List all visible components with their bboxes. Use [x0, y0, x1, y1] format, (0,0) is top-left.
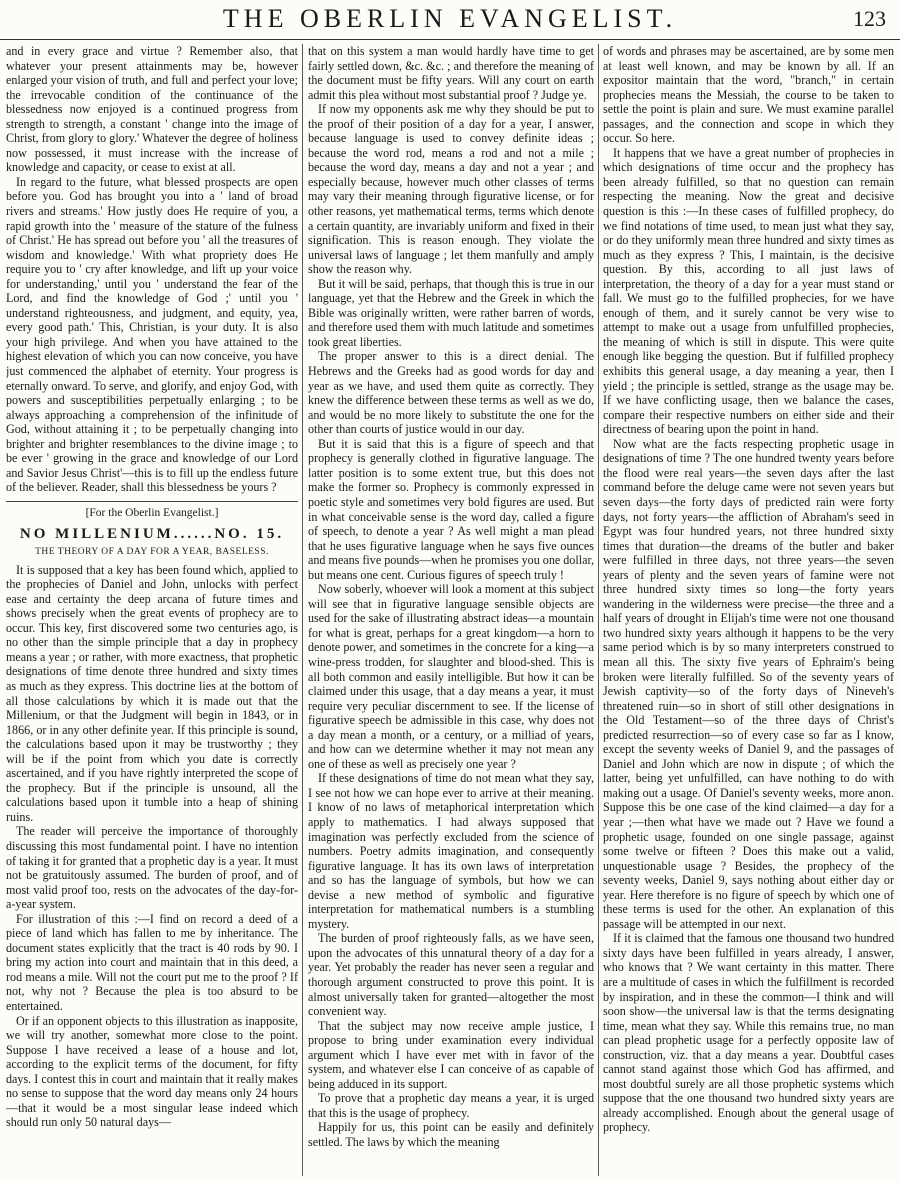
paragraph: and in every grace and virtue ? Remember also, that whatever your present attainments may be, however enlarged your vision of truth, and full and perfect your love; the irrevocable condition of the continuance of the blessedness now enjoyed is a continued progress from strength to strength, a constant ' change into the image of Christ, from glory to glory.' Whatever the degree of holiness now possessed, it must increase with the increase of knowledge and capacity, or cease to exist at all.	[6, 44, 298, 175]
article-subheading: THE THEORY OF A DAY FOR A YEAR, BASELESS.	[35, 547, 269, 558]
paragraph: But it is said that this is a figure of speech and that prophecy is generally clothed in figurative language. The latter position is to some extent true, but this does not make the former so. Prophecy is commonly expressed in poetic style and sometimes very bold figures are used. But in what conceivable sense is the word day, called a figure of speech, to denote a year ? As well might a man plead that he uses figurative language when he says five ounces and means five pounds—when he promises you one dollar, but means one cent. Curious figures of speech truly !	[308, 436, 594, 582]
paragraph: The proper answer to this is a direct denial. The Hebrews and the Greeks had as good words for day and year as we have, and used them quite as correctly. They knew the difference between these terms as well as we do, and would be no more likely to substitute the one for the other than courts of justice would in our day.	[308, 349, 594, 437]
paragraph: of words and phrases may be ascertained, are by some men at least well known, and may be known by all. If an expositor maintain that the word, "branch," in certain prophecies means the Messiah, the course to be taken to settle the point is plain and sure. We must examine parallel passages, and the connection and scope in which they occur. So here.	[603, 44, 894, 146]
paragraph: It is supposed that a key has been found which, applied to the prophecies of Daniel and John, unlocks with perfect ease and certainty the deep arcana of future times and shows precisely when the great events of prophecy are to occur. This key, first discovered some two centuries ago, is no other than the simple principle that a day in prophecy means a year ; or rather, with more exactness, that prophetic designations of time denote three hundred and sixty times as much as they express. This doctrine lies at the bottom of all those calculations by which it is made out that the Millenium, or that the Judgment will begin in 1843, or in 1866, or in any other definite year. If this principle is sound, the calculations based upon it may be trustworthy ; they will be if the point from which you date is correctly ascertained, and if you have rightly interpreted the scope of the prophecy. But if the principle is unsound, all the calculations based upon it tumble into a heap of shining ruins.	[6, 562, 298, 824]
column-2	[308, 44, 594, 1176]
paragraph: That the subject may now receive ample justice, I propose to bring under examination every individual argument which I have ever met with in favor of the system, and whatever else I can conceive of as capable of being adduced in its support.	[308, 1018, 594, 1091]
column-divider	[598, 44, 599, 1176]
paragraph: The burden of proof righteously falls, as we have seen, upon the advocates of this unnatural theory of a day for a year. Yet probably the reader has never seen a regular and thorough argument constructed to prove this point. It is almost universally taken for granted—altogether the most convenient way.	[308, 931, 594, 1019]
paragraph: In regard to the future, what blessed prospects are open before you. God has brought you into a ' land of broad rivers and streams.' How justly does He require of you, a rapid growth into the ' measure of the stature of the fulness of Christ.' He has spread out before you ' all the treasures of wisdom and knowledge.' With what propriety does He require you to ' cry after knowledge, and lift up your voice for understanding,' until you ' understand the fear of the Lord, and find the knowledge of God ;' until you ' understand righteousness, and judgment, and equity, yea, every good path.' This, Christian, is your duty. It is also your high privilege. And when you have attained to the highest elevation of which you can now conceive, you have just commenced the alphabet of eternity. Your progress is eternally onward. To serve, and glorify, and enjoy God, with powers and susceptibilities perpetually enlarging ; to be always approaching a comprehension of the infinitude of God, without attaining it ; to be perpetually changing into brighter and brighter resemblances to the divine image ; to be ever ' growing in the grace and knowledge of our Lord and Savior Jesus Christ'—this is to fill up the endless future of the believer. Reader, shall this blessedness be yours ?	[6, 174, 298, 495]
paragraph: To prove that a prophetic day means a year, it is urged that this is the usage of prophecy.	[308, 1091, 594, 1120]
paragraph: If it is claimed that the famous one thousand two hundred sixty days have been fulfilled in years already, I answer, who knows that ? We want certainty in this matter. There are a multitude of cases in which the fulfillment is recorded by inspiration, and in these the common—I think and will soon show—the universal law is that the terms designating time, mean what they say. While this remains true, no man can plead prophetic usage for a perfectly opposite law of construction, viz. that a day means a year. Doubtful cases cannot stand against those which God has affirmed, and most doubtful surely are all those prophetic systems which suppose that the one thousand two hundred sixty years are already accomplished. Enough about the general usage of prophecy.	[603, 931, 894, 1135]
paragraph: Now soberly, whoever will look a moment at this subject will see that in figurative language sensible objects are used for the sake of illustrating abstract ideas—a mountain for what is great, perhaps for a great kingdom—a horn to denote power, and sometimes in the concrete for a king—a wine-press trodden, for slaughter and blood-shed. This is all both common and easily intelligible. But how it can be claimed under this usage, that a day means a year, it must require very peculiar discernment to see. If the license of figurative speech be admissible in this case, why does not a day mean a month, or a century, or a milliad of years, and how can we determine whether it may not mean any one of these as well as precisely one year ?	[308, 582, 594, 771]
paragraph: Happily for us, this point can be easily and definitely settled. The laws by which the meaning	[308, 1120, 594, 1150]
article-headline: NO MILLENIUM......NO. 15.	[19, 525, 285, 542]
paragraph: Now what are the facts respecting prophetic usage in designations of time ? The one hundred twenty years before the flood were real years—the seven days after the last command before the deluge came were not seven years but seven days—the forty days of predicted rain were forty days, not forty years—the affliction of Abraham's seed in Egypt was four hundred years, not three hundred sixty times that duration—the dreams of the butler and baker were fulfilled in three days, not three years—the seven years of plenty and the seven years of famine were not three hundred sixty times so long—the forty years wandering in the wilderness were precise—the three and a half years of drought in Elijah's time were not one thousand two hundred sixty years although it happens to be the very same period which is by so many interpreters construed to mean all this. The sixty five years of Ephraim's being broken were literally fulfilled. So of the seventy years of Jewish captivity—so of the forty days of Nineveh's threatened ruin—so in short of still other designations in the Old Testament—so of the three days of Christ's predicted resurrection—so of every case so far as I know, except the seventy weeks of Daniel 9, and the passages of Daniel and John which are now in dispute ; of which the latter, being yet unfulfilled, can have nothing to do with making out a usage. Of Daniel's seventy weeks, more anon. Suppose this be one case of the kind claimed—a day for a year ;—then what have we made out ? Have we found a prophetic usage, founded on one single passage, against some twelve or fifteen ? Does this make out a valid, unquestionable usage ? Besides, the prophecy of the seventy weeks, Daniel 9, says nothing about either day or year. Here therefore is no figure of speech by which one of these terms is used for the other. An explanation of this passage will be attempted in our next.	[603, 436, 894, 931]
article-separator	[6, 501, 298, 502]
column-1	[6, 44, 298, 1176]
paragraph: For illustration of this :—I find on record a deed of a piece of land which has fallen to me by inheritance. The document states explicitly that the tract is 40 rods by 90. I bring my action into court and maintain that in this deed, a rod means a mile. Will not the court put me to the proof ? If not, why not ? Because the plea is too absurd to be entertained.	[6, 911, 298, 1013]
paragraph: If these designations of time do not mean what they say, I see not how we can hope ever to arrive at their meaning. I know of no laws of metaphorical interpretation which apply to mathematics. I had always supposed that imagination was perfectly excluded from the science of numbers. Poetry admits imagination, and consequently figurative language. It has its own laws of interpretation and so has the language of symbols, but how we can devise a new method of symbolic and figurative interpretation for mathematical numbers is a stumbling mystery.	[308, 771, 594, 931]
masthead	[0, 0, 900, 40]
paragraph: Or if an opponent objects to this illustration as inapposite, we will try another, somewhat more close to the point. Suppose I have received a lease of a house and lot, according to the explicit terms of the document, for fifty days. I contest this in court and maintain that it really makes no sense to suppose that the word day means only 24 hours—that it would be a most singular lease indeed which should run only 50 natural days—	[6, 1013, 298, 1130]
article-source: [For the Oberlin Evangelist.]	[85, 506, 219, 519]
paragraph: If now my opponents ask me why they should be put to the proof of their position of a day for a year, I answer, because language is used to convey definite ideas ; because the word rod, means a rod and not a mile ; because the word day, means a day and not a year ; and especially because, however much other classes of terms may vary their meaning through figurative license, or for other reasons, yet mathematical terms, terms which denote a certain quantity, are invariably uniform and fixed in their signification. This is reason enough. They violate the universal laws of language ; let them manfully and amply show the reason why.	[308, 102, 594, 277]
page-number: 123	[853, 6, 886, 31]
paragraph: The reader will perceive the importance of thoroughly discussing this most fundamental point. I have no intention of taking it for granted that a prophetic day is a year. It must not be gratuitously assumed. The burden of proof, and of most valid proof too, rests on the advocates of the day-for-a-year system.	[6, 824, 298, 912]
paragraph: It happens that we have a great number of prophecies in which designations of time occur and the prophecy has been already fulfilled, so that no question can remain respecting the meaning. Now the great and decisive question is this :—In these cases of fulfilled prophecy, do we find notations of time used, to mean just what they say, or do they uniformly mean three hundred and sixty times as much as they express ? This, I maintain, is the decisive question. By this, according to all just laws of interpretation, the theory of a day for a year must stand or fall. We must go to the fulfilled prophecies, for we have enough of them, and it surely cannot be very wise to attempt to make out a usage from unfulfilled prophecies, the meaning of which is still in dispute. This were quite enough like begging the question. But if fulfilled prophecy exhibits this general usage, a day meaning a year, then I yield ; the principle is settled, strange as the usage may be. If we have conflicting usage, then we balance the cases, compare their respective numbers on either side and their directness of bearing upon the point in hand.	[603, 145, 894, 437]
column-3	[603, 44, 894, 1176]
paragraph: But it will be said, perhaps, that though this is true in our language, yet that the Hebrew and the Greek in which the Bible was originally written, were rather barren of words, and therefore used them with much latitude and sometimes took great liberties.	[308, 276, 594, 349]
column-divider	[302, 44, 303, 1176]
newspaper-title: THE OBERLIN EVANGELIST.	[222, 4, 678, 33]
paragraph: that on this system a man would hardly have time to get fairly settled down, &c. &c. ; and therefore the meaning of the document must be fifty years. Will any court on earth admit this plea without most substantial proof ? Judge ye.	[308, 44, 594, 102]
